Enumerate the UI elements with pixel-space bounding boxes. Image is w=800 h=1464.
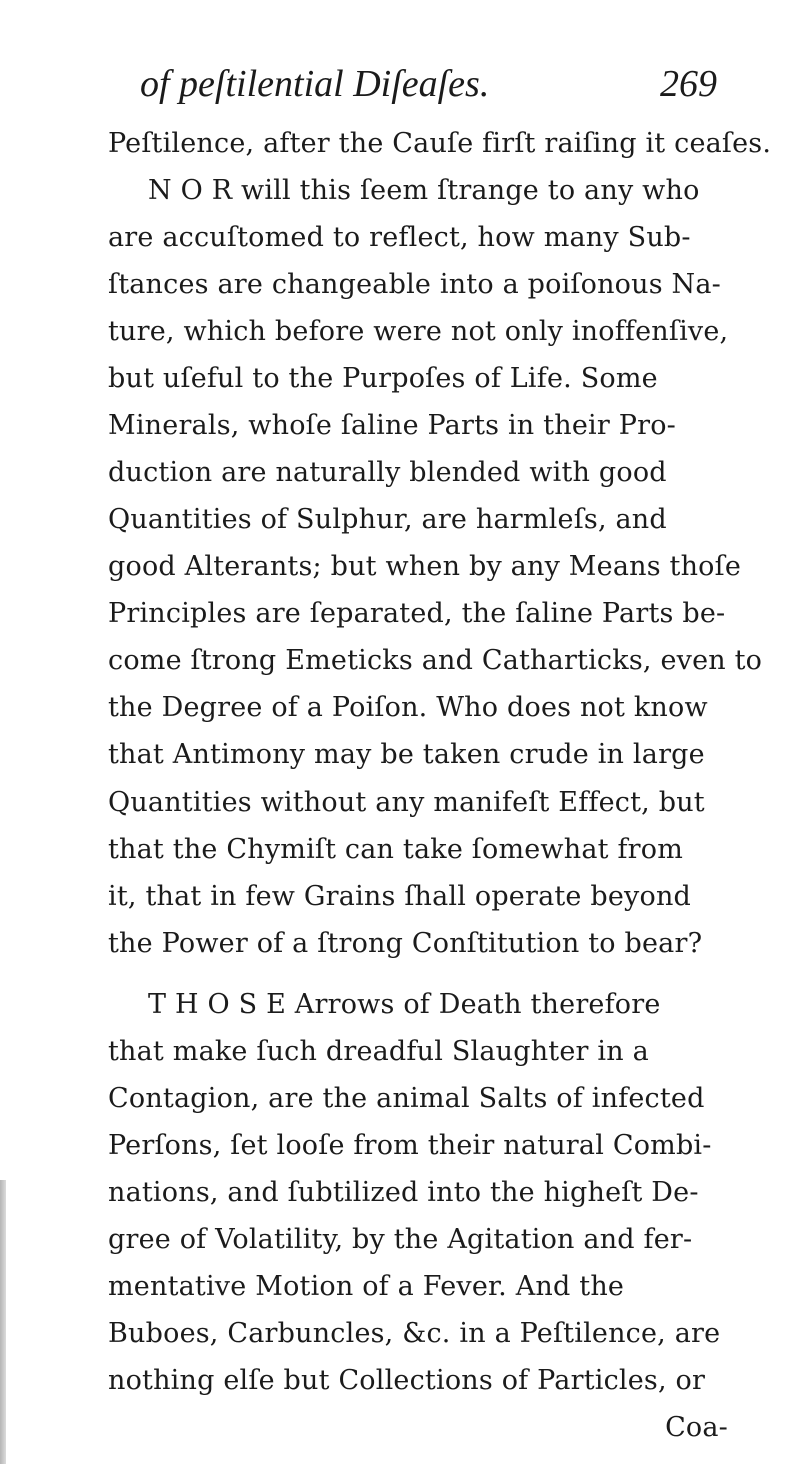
page-number: 269	[660, 63, 717, 105]
text-line: the Power of a ſtrong Conſtitution to bear?	[108, 928, 703, 959]
text-line: N O R will this ſeem ſtrange to any who	[148, 175, 700, 206]
text-line: nothing elſe but Collections of Particles, or	[108, 1365, 706, 1396]
text-line: it, that in few Grains ſhall operate beyond	[108, 881, 692, 912]
catchword: Coa-	[665, 1412, 728, 1443]
text-line: the Degree of a Poiſon. Who does not know	[108, 692, 708, 723]
text-line: that make ſuch dreadful Slaughter in a	[108, 1036, 649, 1067]
text-line: duction are naturally blended with good	[108, 457, 667, 488]
text-line: good Alterants; but when by any Means thoſe	[108, 551, 742, 582]
text-line: Peſtilence, after the Cauſe firſt raiſing it ceaſes.	[108, 128, 772, 159]
page-edge-shadow	[0, 1180, 6, 1464]
text-line: Contagion, are the animal Salts of infected	[108, 1083, 705, 1114]
text-line: mentative Motion of a Fever. And the	[108, 1271, 625, 1302]
text-line: Quantities of Sulphur, are harmleſs, and	[108, 504, 667, 535]
text-line: nations, and ſubtilized into the higheſt De-	[108, 1177, 699, 1208]
text-line: ſtances are changeable into a poiſonous Na-	[108, 269, 722, 300]
text-line: Principles are ſeparated, the ſaline Parts be-	[108, 598, 726, 629]
text-line: Perſons, ſet looſe from their natural Combi-	[108, 1130, 712, 1161]
text-line: Minerals, whoſe ſaline Parts in their Pro-	[108, 410, 676, 441]
text-line: come ſtrong Emeticks and Catharticks, even to	[108, 645, 763, 676]
text-line: ture, which before were not only inoffenſive,	[108, 316, 729, 347]
text-line: that Antimony may be taken crude in large	[108, 739, 705, 770]
text-line: are accuſtomed to reflect, how many Sub-	[108, 222, 691, 253]
running-head-title: of peſtilential Diſeaſes.	[140, 63, 490, 105]
text-line: gree of Volatility, by the Agitation and fer-	[108, 1224, 693, 1255]
text-line: but uſeful to the Purpoſes of Life. Some	[108, 363, 658, 394]
text-line: that the Chymiſt can take ſomewhat from	[108, 834, 684, 865]
text-line: T H O S E Arrows of Death therefore	[148, 989, 661, 1020]
text-line: Buboes, Carbuncles, &c. in a Peſtilence, are	[108, 1318, 721, 1349]
text-line: Quantities without any manifeſt Effect, but	[108, 787, 705, 818]
